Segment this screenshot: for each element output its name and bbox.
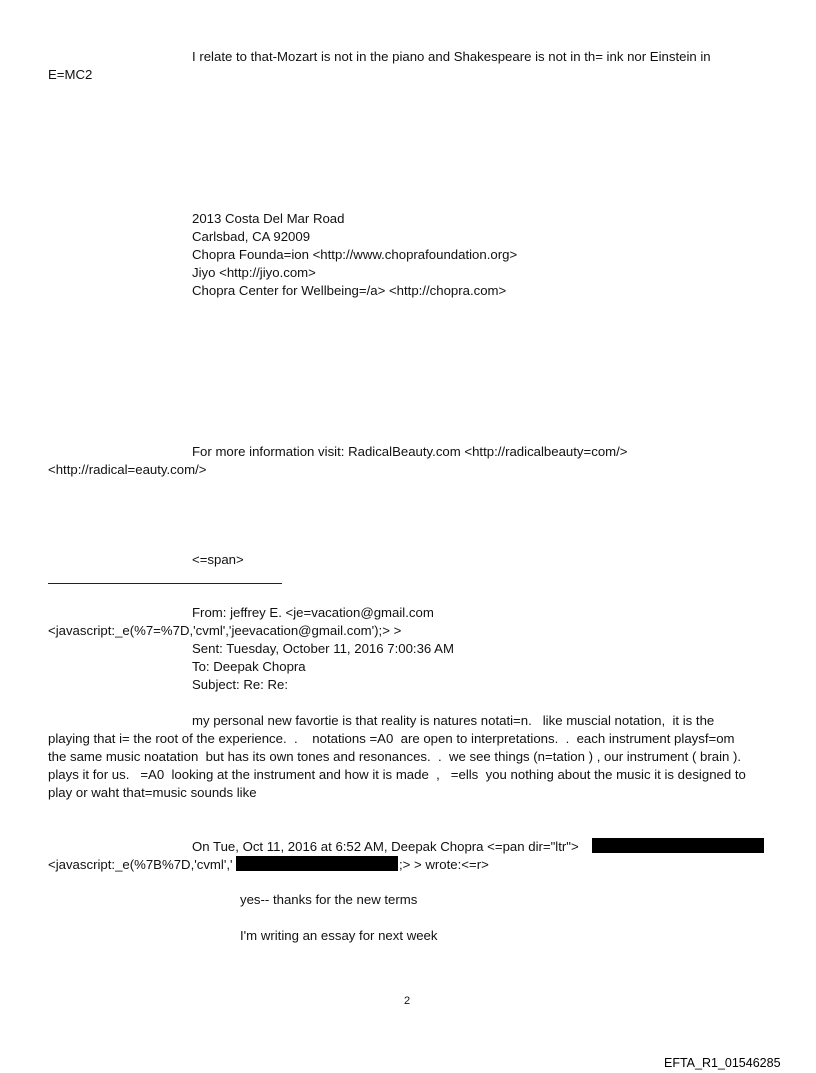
info-line: <http://radical=eauty.com/> <box>48 462 207 477</box>
header-subject: Subject: Re: Re: <box>192 677 289 692</box>
address-line: 2013 Costa Del Mar Road <box>192 211 345 226</box>
body-line: play or waht that=music sounds like <box>48 785 257 800</box>
quote-line: <javascript:_e(%7B%7D,'cvml',' <box>48 857 233 872</box>
address-line: Chopra Center for Wellbeing=/a> <http://chopra.com> <box>192 283 507 298</box>
redaction-box <box>592 838 764 853</box>
quote-line: On Tue, Oct 11, 2016 at 6:52 AM, Deepak Chopra <=pan dir="ltr"> <box>192 839 583 854</box>
separator-rule <box>48 583 282 584</box>
address-line: Carlsbad, CA 92009 <box>192 229 311 244</box>
body-line: plays it for us. =A0 looking at the instrument and how it is made , =ells you nothing about the music it is designed to <box>48 767 746 782</box>
redaction-box <box>236 856 398 871</box>
document-id: EFTA_R1_01546285 <box>664 1056 781 1070</box>
info-line: For more information visit: RadicalBeauty.com <http://radicalbeauty=com/> <box>192 444 628 459</box>
header-to: To: Deepak Chopra <box>192 659 306 674</box>
reply-line: I'm writing an essay for next week <box>240 928 438 943</box>
span-tag: <=span> <box>192 552 244 567</box>
text-line: E=MC2 <box>48 67 93 82</box>
header-sent: Sent: Tuesday, October 11, 2016 7:00:36 AM <box>192 641 454 656</box>
body-line: my personal new favortie is that reality is natures notati=n. like muscial notation, it is the <box>192 713 715 728</box>
header-from: From: jeffrey E. <je=vacation@gmail.com <box>192 605 434 620</box>
body-line: playing that i= the root of the experience. . notations =A0 are open to interpretations. . each instrument playsf=om <box>48 731 735 746</box>
page-number: 2 <box>404 995 411 1007</box>
reply-line: yes-- thanks for the new terms <box>240 892 418 907</box>
address-line: Jiyo <http://jiyo.com> <box>192 265 316 280</box>
header-from-address: <javascript:_e(%7=%7D,'cvml','jeevacation@gmail.com');> > <box>48 623 402 638</box>
body-line: the same music noatation but has its own tones and resonances. . we see things (n=tation ) , our instrument ( brain ). <box>48 749 742 764</box>
text-line: I relate to that-Mozart is not in the piano and Shakespeare is not in th= ink nor Einstein in <box>192 49 711 64</box>
address-line: Chopra Founda=ion <http://www.choprafoundation.org> <box>192 247 518 262</box>
quote-line: ;> > wrote:<=r> <box>399 857 489 872</box>
